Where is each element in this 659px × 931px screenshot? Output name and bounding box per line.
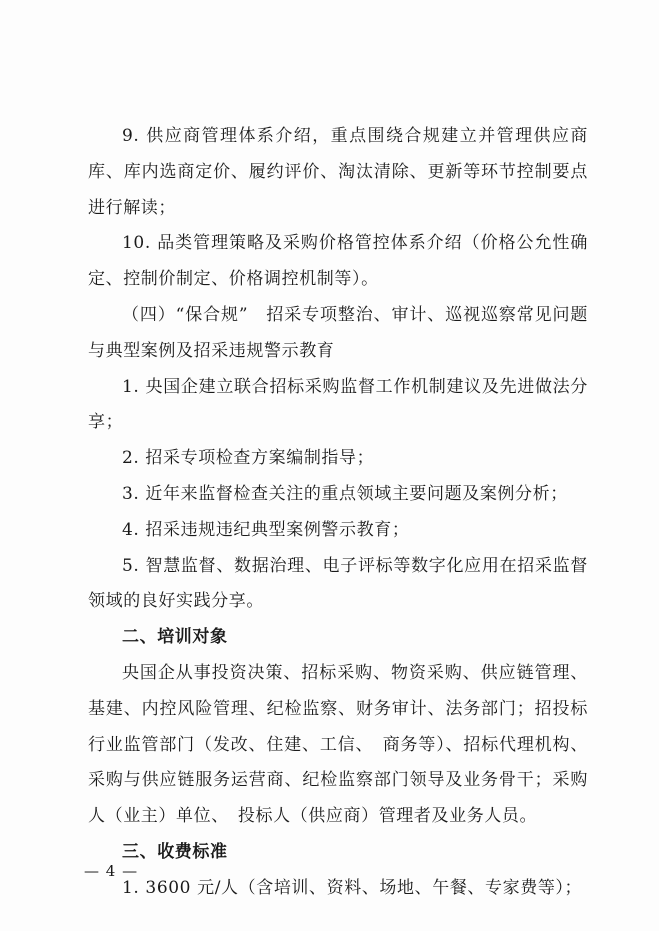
paragraph-item-4-5: 5. 智慧监督、数据治理、电子评标等数字化应用在招采监督领域的良好实践分享。 — [88, 555, 588, 612]
paragraph-item-4-1: 1. 央国企建立联合招标采购监督工作机制建议及先进做法分享； — [88, 376, 588, 433]
paragraph-item-10: 10. 品类管理策略及采购价格管控体系介绍（价格公允性确定、控制价制定、价格调控机制等）。 — [88, 233, 588, 290]
paragraph-training-audience: 央国企从事投资决策、招标采购、物资采购、供应链管理、基建、内控风险管理、纪检监察、财务审计、法务部门；招投标行业监管部门（发改、住建、工信、 商务等）、招标代理机构、采购与供应链服务运营商、纪检监察部门领导及业务骨干；采购人（业主）单位、 投标人（供应商）管理者及业务人员。 — [88, 662, 588, 827]
paragraph-item-9: 9. 供应商管理体系介绍，重点围绕合规建立并管理供应商库、库内选商定价、履约评价、淘汰清除、更新等环节控制要点进行解读； — [88, 126, 588, 218]
paragraph-item-4-2: 2. 招采专项检查方案编制指导； — [122, 448, 375, 469]
paragraph-item-4-4: 4. 招采违规违纪典型案例警示教育； — [122, 519, 410, 540]
document-body — [88, 119, 588, 907]
section-four-title: （四）“保合规” 招采专项整治、审计、巡视巡察常见问题与典型案例及招采违规警示教育 — [88, 304, 588, 361]
paragraph-item-4-3: 3. 近年来监督检查关注的重点领域主要问题及案例分析； — [122, 483, 568, 504]
heading-training-audience: 二、培训对象 — [122, 627, 228, 648]
page-number: — 4 — — [84, 862, 139, 880]
paragraph-fee-item-1: 1. 3600 元/人（含培训、资料、场地、午餐、专家费等）； — [122, 877, 583, 898]
heading-fee-standard: 三、收费标准 — [122, 841, 228, 862]
